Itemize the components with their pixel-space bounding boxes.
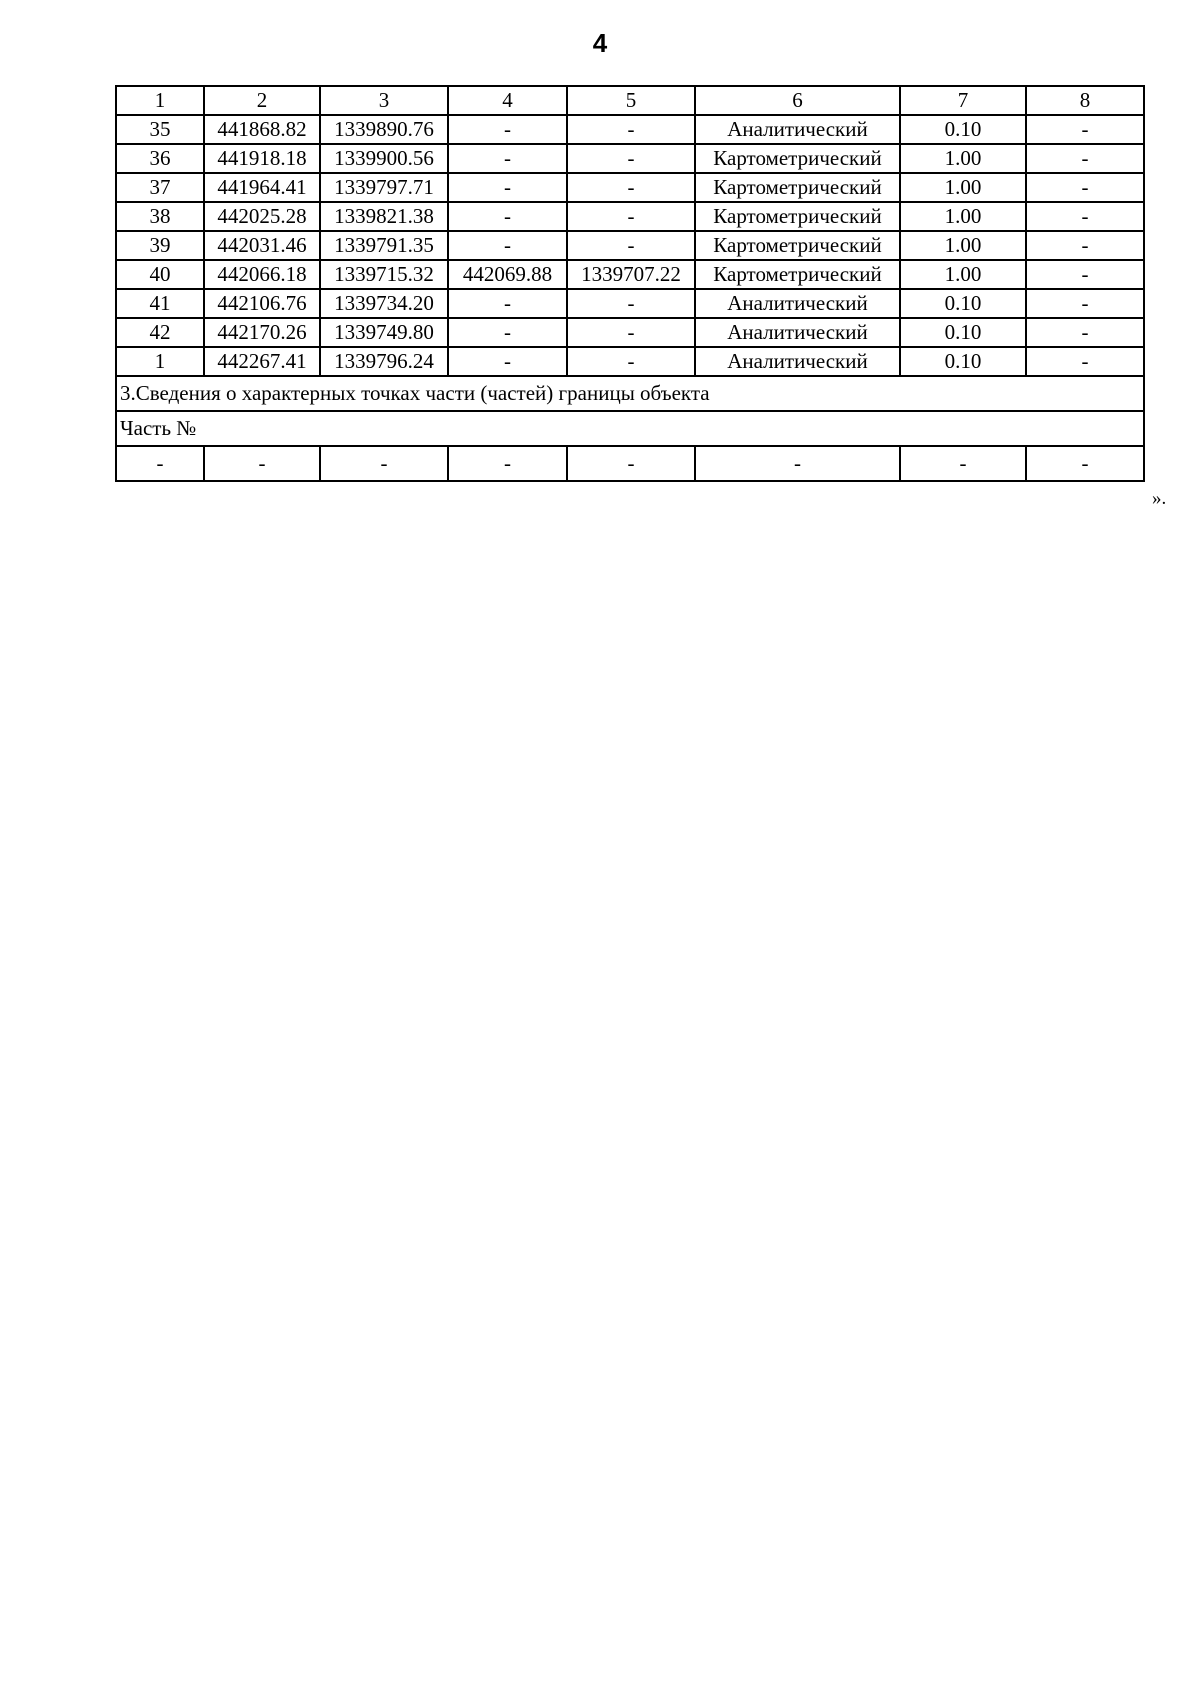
page-number: 4 xyxy=(592,28,608,58)
table-row xyxy=(116,202,1144,231)
table-cell: - xyxy=(320,446,448,481)
table-cell: Аналитический xyxy=(695,115,900,144)
table-cell: 1339797.71 xyxy=(320,173,448,202)
table-cell: 0.10 xyxy=(900,289,1026,318)
table-cell: Картометрический xyxy=(695,173,900,202)
table-row xyxy=(116,144,1144,173)
table-cell: 1339749.80 xyxy=(320,318,448,347)
table-cell: 1339715.32 xyxy=(320,260,448,289)
table-cell: 442031.46 xyxy=(204,231,320,260)
table-cell: 442170.26 xyxy=(204,318,320,347)
table-cell: Картометрический xyxy=(695,231,900,260)
table-cell: 441964.41 xyxy=(204,173,320,202)
table-cell: - xyxy=(567,173,695,202)
table-cell: - xyxy=(448,202,567,231)
table-cell: - xyxy=(1026,173,1144,202)
table-row xyxy=(116,260,1144,289)
table-cell: - xyxy=(1026,318,1144,347)
table-cell: - xyxy=(448,289,567,318)
table-cell: 1.00 xyxy=(900,202,1026,231)
table-cell: Аналитический xyxy=(695,347,900,376)
table-cell: - xyxy=(567,347,695,376)
table-cell: Картометрический xyxy=(695,260,900,289)
table-cell: Картометрический xyxy=(695,144,900,173)
table-cell: 1339890.76 xyxy=(320,115,448,144)
table-cell: 39 xyxy=(116,231,204,260)
table-cell: 1339900.56 xyxy=(320,144,448,173)
table-cell: 441918.18 xyxy=(204,144,320,173)
table-cell: - xyxy=(448,347,567,376)
table-cell: 442069.88 xyxy=(448,260,567,289)
table-cell: - xyxy=(448,173,567,202)
header-cell: 7 xyxy=(900,86,1026,115)
header-cell: 8 xyxy=(1026,86,1144,115)
table-cell: - xyxy=(448,446,567,481)
table-cell: 441868.82 xyxy=(204,115,320,144)
table-cell: 1339707.22 xyxy=(567,260,695,289)
table-cell: - xyxy=(1026,289,1144,318)
table-cell: 38 xyxy=(116,202,204,231)
closing-quote-mark: ». xyxy=(1152,488,1167,509)
table-cell: - xyxy=(1026,202,1144,231)
table-cell: - xyxy=(116,446,204,481)
table-cell: 35 xyxy=(116,115,204,144)
table-cell: 442066.18 xyxy=(204,260,320,289)
table-cell: - xyxy=(1026,115,1144,144)
part-label: Часть № xyxy=(116,411,1144,446)
table-cell: 40 xyxy=(116,260,204,289)
table-cell: Аналитический xyxy=(695,289,900,318)
table-cell: 1339821.38 xyxy=(320,202,448,231)
table-cell: 1339791.35 xyxy=(320,231,448,260)
table-cell: 42 xyxy=(116,318,204,347)
table-cell: 36 xyxy=(116,144,204,173)
table-cell: 1339796.24 xyxy=(320,347,448,376)
table-cell: - xyxy=(567,231,695,260)
table-cell: Аналитический xyxy=(695,318,900,347)
table-cell: 1.00 xyxy=(900,260,1026,289)
table-cell: 1.00 xyxy=(900,144,1026,173)
coordinates-table xyxy=(115,85,1145,482)
header-cell: 4 xyxy=(448,86,567,115)
table-cell: - xyxy=(567,446,695,481)
table-cell: - xyxy=(1026,347,1144,376)
table-row xyxy=(116,115,1144,144)
header-cell: 2 xyxy=(204,86,320,115)
table-cell: 442267.41 xyxy=(204,347,320,376)
table-cell: - xyxy=(567,144,695,173)
table-cell: - xyxy=(1026,260,1144,289)
table-cell: 0.10 xyxy=(900,318,1026,347)
table-cell: Картометрический xyxy=(695,202,900,231)
table-cell: 1.00 xyxy=(900,173,1026,202)
header-cell: 6 xyxy=(695,86,900,115)
table-header-row xyxy=(116,86,1144,115)
table-cell: 442106.76 xyxy=(204,289,320,318)
table-cell: - xyxy=(204,446,320,481)
table-cell: - xyxy=(1026,446,1144,481)
table-cell: 1339734.20 xyxy=(320,289,448,318)
table-cell: - xyxy=(448,318,567,347)
table-row xyxy=(116,347,1144,376)
table-cell: - xyxy=(448,144,567,173)
table-cell: 442025.28 xyxy=(204,202,320,231)
table-cell: - xyxy=(567,318,695,347)
table-cell: - xyxy=(1026,231,1144,260)
table-cell: 41 xyxy=(116,289,204,318)
header-cell: 1 xyxy=(116,86,204,115)
table-cell: - xyxy=(448,115,567,144)
part-label-row xyxy=(116,411,1144,446)
table-cell: - xyxy=(448,231,567,260)
table-cell: - xyxy=(695,446,900,481)
section-title: 3.Сведения о характерных точках части (частей) границы объекта xyxy=(116,376,1144,411)
table-cell: - xyxy=(567,289,695,318)
empty-part-row xyxy=(116,446,1144,481)
table-cell: - xyxy=(567,202,695,231)
header-cell: 3 xyxy=(320,86,448,115)
table-row xyxy=(116,289,1144,318)
table-row xyxy=(116,231,1144,260)
table-row xyxy=(116,318,1144,347)
section-title-row xyxy=(116,376,1144,411)
table-cell: 0.10 xyxy=(900,115,1026,144)
table-cell: 1 xyxy=(116,347,204,376)
header-cell: 5 xyxy=(567,86,695,115)
table-cell: 1.00 xyxy=(900,231,1026,260)
table-cell: - xyxy=(900,446,1026,481)
table-cell: - xyxy=(1026,144,1144,173)
table-cell: - xyxy=(567,115,695,144)
table-cell: 37 xyxy=(116,173,204,202)
table-cell: 0.10 xyxy=(900,347,1026,376)
table-row xyxy=(116,173,1144,202)
